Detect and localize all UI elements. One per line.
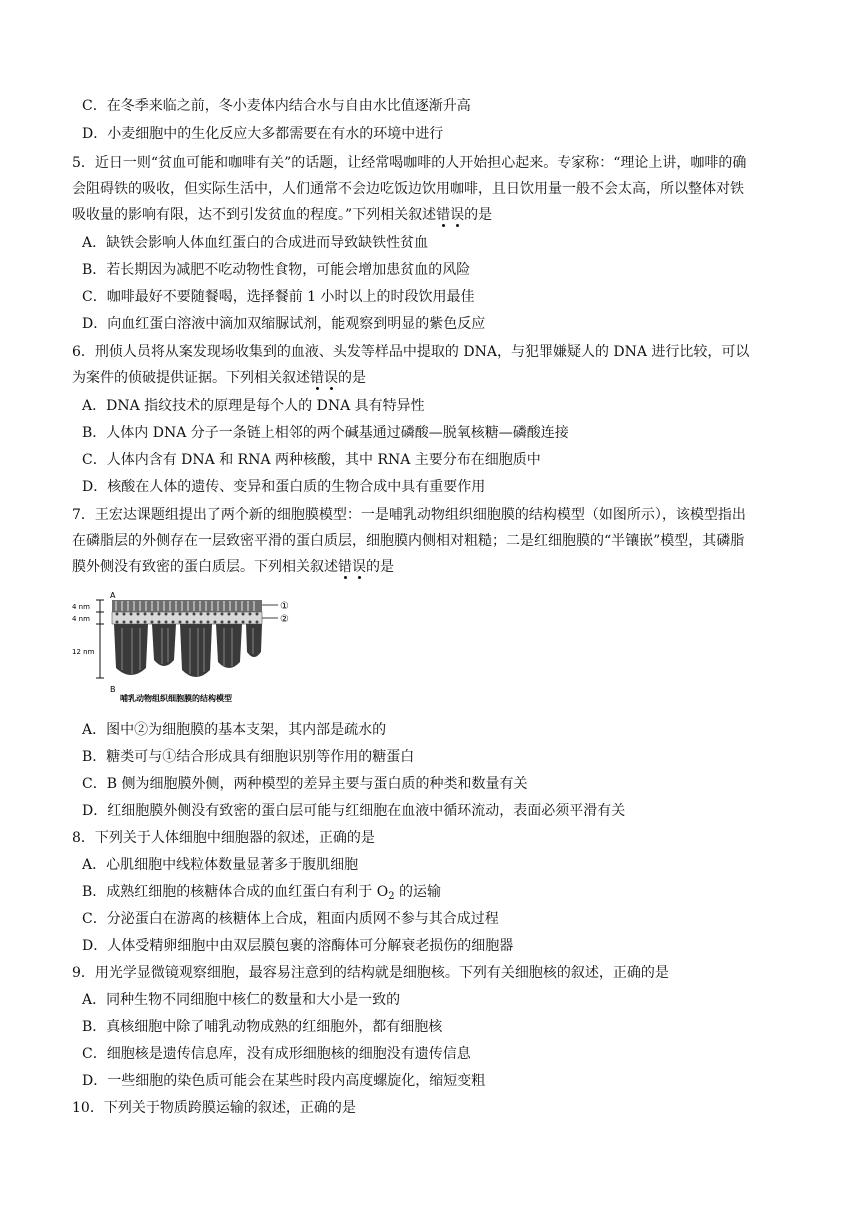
q6-option-a: A．DNA 指纹技术的原理是每个人的 DNA 具有特异性 — [82, 398, 425, 414]
stem-text: 的是 — [366, 559, 394, 575]
question-10-stem: 10．下列关于物质跨膜运输的叙述，正确的是 — [72, 1100, 356, 1116]
question-8-stem: 8．下列关于人体细胞中细胞器的叙述，正确的是 — [72, 830, 375, 846]
question-7-stem: 7．王宏达课题组提出了两个新的细胞膜模型：一是哺乳动物组织细胞膜的结构模型（如图所示），该模型指出 — [72, 507, 746, 523]
question-6-stem-end — [72, 368, 792, 388]
stem-text: 为案件的侦破提供证据。下列相关叙述 — [72, 370, 310, 386]
option-c-line: C．在冬季来临之前，冬小麦体内结合水与自由水比值逐渐升高 — [82, 98, 471, 114]
side-label-a: A — [110, 591, 116, 600]
emphasis-char: 错 — [436, 207, 451, 223]
inner-protein-lobes — [114, 624, 262, 677]
emphasis-char: 错 — [338, 559, 352, 575]
q7-option-b: B．糖类可与①结合形成具有细胞识别等作用的糖蛋白 — [82, 749, 415, 765]
q8-option-b — [82, 882, 802, 902]
marker-1: ① — [280, 601, 289, 612]
q9-option-b: B．真核细胞中除了哺乳动物成熟的红细胞外，都有细胞核 — [82, 1019, 443, 1035]
scale-label-4nm-top: 4 nm — [72, 603, 90, 611]
cell-membrane-figure — [72, 590, 302, 705]
q6-option-d: D．核酸在人体的遗传、变异和蛋白质的生物合成中具有重要作用 — [82, 479, 486, 495]
subscript: 2 — [388, 891, 395, 902]
q5-option-d: D．向血红蛋白溶液中滴加双缩脲试剂，能观察到明显的紫色反应 — [82, 316, 486, 332]
figure-caption: 哺乳动物组织细胞膜的结构模型 — [120, 694, 232, 703]
question-5-stem-cont: 会阻碍铁的吸收，但实际生活中，人们通常不会边吃饭边饮用咖啡，且日饮用量一般不会太高，所以整体对铁 — [72, 181, 744, 197]
question-5-stem-end — [72, 205, 792, 225]
emphasis-char: 错 — [310, 370, 324, 386]
q9-option-c: C．细胞核是遗传信息库，没有成形细胞核的细胞没有遗传信息 — [82, 1046, 471, 1062]
q7-option-c: C．B 侧为细胞膜外侧，两种模型的差异主要与蛋白质的种类和数量有关 — [82, 776, 528, 792]
membrane-diagram — [72, 590, 302, 705]
q9-option-d: D．一些细胞的染色质可能会在某些时段内高度螺旋化，缩短变粗 — [82, 1073, 486, 1089]
stem-text: 的是 — [464, 207, 493, 223]
side-label-b: B — [110, 685, 116, 694]
q8-option-a: A．心肌细胞中线粒体数量显著多于腹肌细胞 — [82, 857, 359, 873]
question-7-stem-end — [72, 557, 792, 577]
q5-option-a: A．缺铁会影响人体血红蛋白的合成进而导致缺铁性贫血 — [82, 235, 429, 251]
question-5-stem: 5．近日一则“贫血可能和咖啡有关”的话题，让经常喝咖啡的人开始担心起来。专家称：“理论上讲，咖啡的确 — [72, 155, 747, 171]
question-7-stem-cont: 在磷脂层的外侧存在一层致密平滑的蛋白质层，细胞膜内侧相对粗糙；二是红细胞膜的“半镶嵌”模型，其磷脂 — [72, 533, 745, 549]
q9-option-a: A．同种生物不同细胞中核仁的数量和大小是一致的 — [82, 992, 401, 1008]
question-6-stem: 6．刑侦人员将从案发现场收集到的血液、头发等样品中提取的 DNA，与犯罪嫌疑人的 DNA 进行比较，可以 — [72, 344, 750, 360]
stem-text: 吸收量的影响有限，达不到引发贫血的程度。”下列相关叙述 — [72, 207, 437, 223]
q5-option-c: C．咖啡最好不要随餐喝，选择餐前 1 小时以上的时段饮用最佳 — [82, 289, 475, 305]
emphasis-char: 误 — [450, 207, 465, 223]
marker-2: ② — [280, 614, 289, 625]
scale-label-4nm-mid: 4 nm — [72, 615, 90, 623]
option-text: B．成熟红细胞的核糖体合成的血红蛋白有利于 O — [82, 884, 389, 900]
q8-option-c: C．分泌蛋白在游离的核糖体上合成，粗面内质网不参与其合成过程 — [82, 911, 499, 927]
emphasis-char: 误 — [352, 559, 366, 575]
stem-text: 的是 — [338, 370, 366, 386]
q6-option-c: C．人体内含有 DNA 和 RNA 两种核酸，其中 RNA 主要分布在细胞质中 — [82, 452, 541, 468]
q5-option-b: B．若长期因为减肥不吃动物性食物，可能会增加患贫血的风险 — [82, 262, 471, 278]
emphasis-char: 误 — [324, 370, 338, 386]
q7-option-a: A．图中②为细胞膜的基本支架，其内部是疏水的 — [82, 722, 387, 738]
scale-label-12nm: 12 nm — [72, 648, 95, 656]
q6-option-b: B．人体内 DNA 分子一条链上相邻的两个碱基通过磷酸—脱氧核糖—磷酸连接 — [82, 425, 569, 441]
question-9-stem: 9．用光学显微镜观察细胞，最容易注意到的结构就是细胞核。下列有关细胞核的叙述，正确的是 — [72, 965, 669, 981]
option-d-line: D．小麦细胞中的生化反应大多都需要在有水的环境中进行 — [82, 126, 444, 142]
option-text: 的运输 — [394, 884, 442, 900]
q7-option-d: D．红细胞膜外侧没有致密的蛋白层可能与红细胞在血液中循环流动，表面必须平滑有关 — [82, 803, 626, 819]
stem-text: 膜外侧没有致密的蛋白质层。下列相关叙述 — [72, 559, 338, 575]
q8-option-d: D．人体受精卵细胞中由双层膜包裹的溶酶体可分解衰老损伤的细胞器 — [82, 938, 514, 954]
